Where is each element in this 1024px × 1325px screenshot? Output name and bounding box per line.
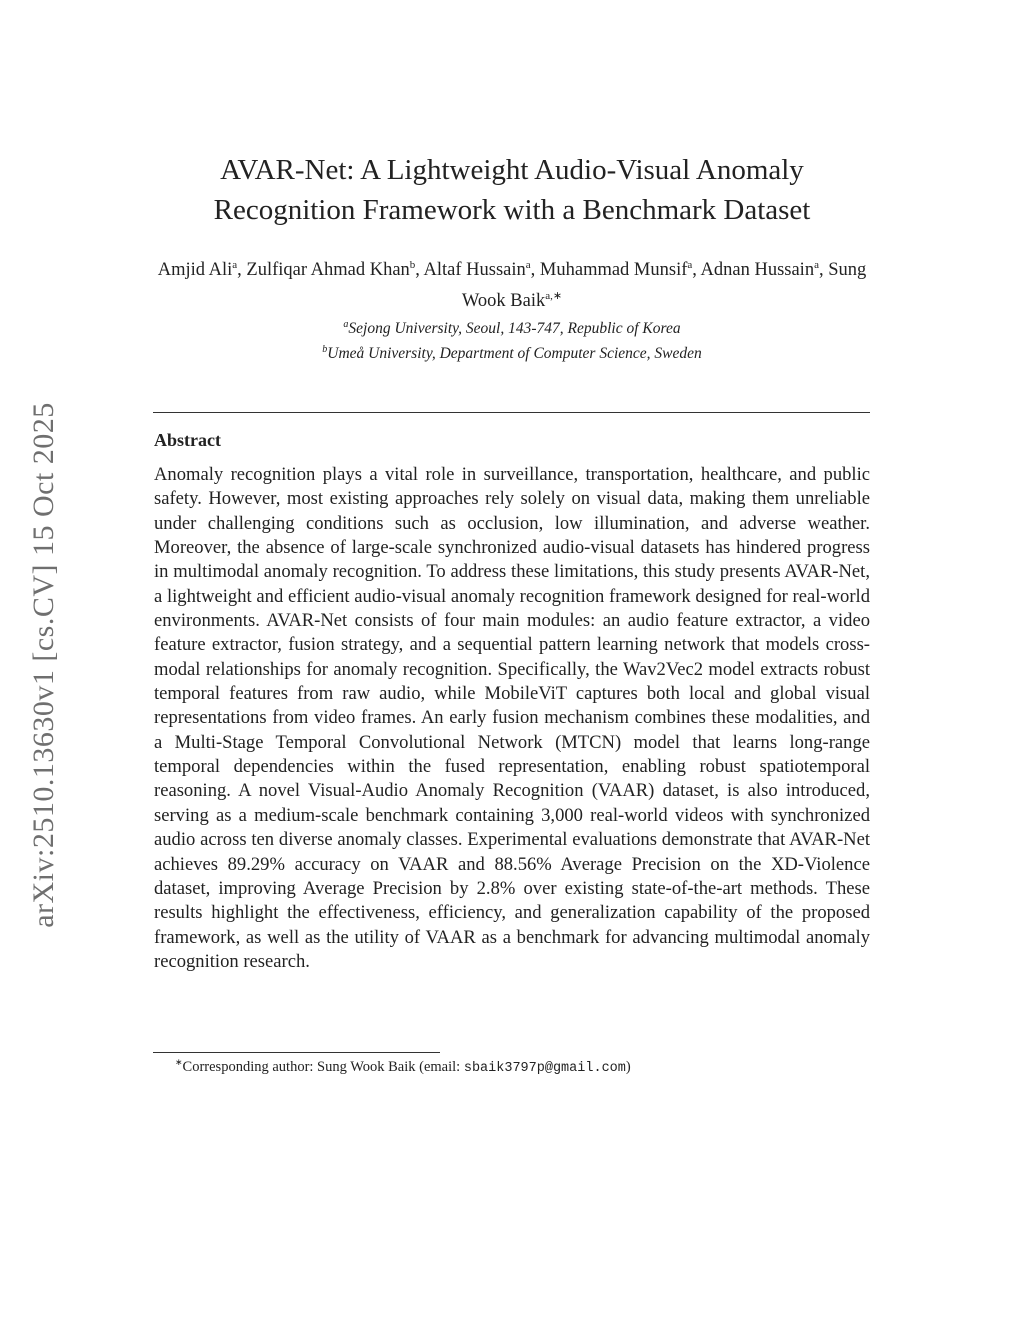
- abstract-top-rule: [153, 412, 870, 413]
- abstract-heading: Abstract: [154, 430, 221, 450]
- title-line-1: AVAR-Net: A Lightweight Audio-Visual Anomaly: [220, 154, 804, 186]
- affiliation-b: $^b$Umeå University, Department of Computer Science, Sweden: [322, 344, 702, 363]
- paper-title: [152, 150, 872, 230]
- footnote-rule: [153, 1052, 440, 1053]
- author: Altaf Hussain$^a$,: [423, 259, 540, 281]
- author-list: [152, 252, 872, 314]
- affiliation-a: $^a$Sejong University, Seoul, 143-747, Republic of Korea: [343, 319, 681, 338]
- author: Sung Wook Baik$^{a,∗}$: [461, 260, 867, 312]
- affiliation-list: [152, 314, 872, 364]
- corresponding-author-footnote: ∗Corresponding author: Sung Wook Baik (email: sbaik3797p@gmail.com): [175, 1057, 631, 1076]
- abstract-text: Anomaly recognition plays a vital role in surveillance, transportation, healthcare, and public safety. However, most existing approaches rely solely on visual data, making them unreliable under challenging conditions such as occlusion, low illumination, and adverse weather. Moreover, the absence of large-scale synchronized audio-visual datasets has hindered progress in multimodal anomaly recognition. To address these limitations, this study presents AVAR-Net, a lightweight and efficient audio-visual anomaly recognition framework designed for real-world environments. AVAR-Net consists of four main modules: an audio feature extractor, a video feature extractor, fusion strategy, and a sequential pattern learning network that models cross-modal relationships for anomaly recognition. Specifically, the Wav2Vec2 model extracts robust temporal features from raw audio, while MobileViT captures both local and global visual representations from video frames. An early fusion mechanism combines these modalities, and a Multi-Stage Temporal Convolutional Network (MTCN) model that learns long-range temporal dependencies within the fused representation, enabling robust spatiotemporal reasoning. A novel Visual-Audio Anomaly Recognition (VAAR) dataset, is also introduced, serving as a medium-scale benchmark containing 3,000 real-world videos with synchronized audio across ten diverse anomaly classes. Experimental evaluations demonstrate that AVAR-Net achieves 89.29% accuracy on VAAR and 88.56% Average Precision on the XD-Violence dataset, improving Average Precision by 2.8% over existing state-of-the-art methods. These results highlight the effectiveness, efficiency, and generalization capability of the proposed framework, as well as the utility of VAAR as a benchmark for advancing multimodal anomaly recognition research.: [154, 464, 870, 972]
- arxiv-identifier[interactable]: arXiv:2510.13630v1 [cs.CV] 15 Oct 2025: [27, 402, 60, 928]
- author: Muhammad Munsif$^a$,: [539, 259, 701, 281]
- author: Amjid Ali$^a$,: [157, 259, 247, 281]
- title-line-2: Recognition Framework with a Benchmark Dataset: [213, 194, 811, 226]
- author: Adnan Hussain$^a$,: [700, 259, 829, 281]
- author-email-link[interactable]: sbaik3797p@gmail.com: [463, 1060, 626, 1076]
- author: Zulfiqar Ahmad Khan$^b$,: [246, 259, 424, 281]
